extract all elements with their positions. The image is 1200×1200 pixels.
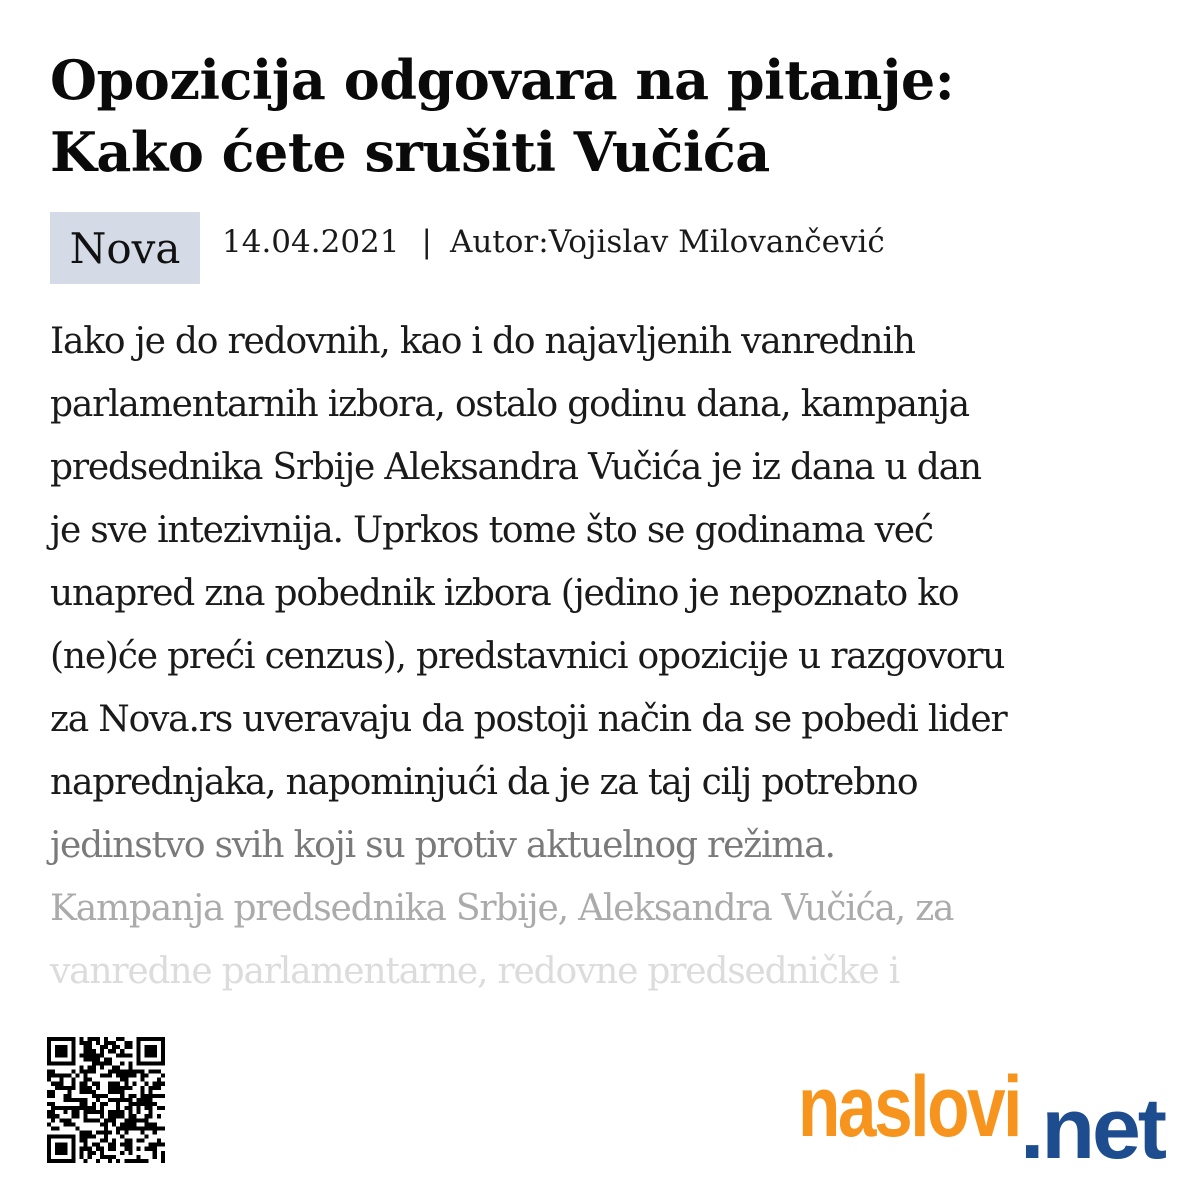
headline-line-1: Opozicija odgovara na pitanje:: [50, 48, 955, 112]
body-line: unapred zna pobednik izbora (jedino je nepoznato ko: [50, 573, 959, 614]
body-line: vanredne parlamentarne, redovne predsedničke i: [50, 951, 899, 992]
body-line: za Nova.rs uveravaju da postoji način da se pobedi lider: [50, 699, 1007, 740]
logo-part-net: .net: [1020, 1081, 1167, 1177]
body-line: Iako je do redovnih, kao i do najavljenih vanrednih: [50, 321, 915, 362]
body-line: naprednjaka, napominjući da je za taj cilj potrebno: [50, 762, 918, 803]
article-headline: [50, 44, 1160, 188]
body-line: jedinstvo svih koji su protiv aktuelnog režima.: [50, 825, 835, 866]
logo-part-naslovi: naslovi: [798, 1059, 1020, 1155]
source-badge[interactable]: Nova: [50, 212, 200, 284]
body-line: Kampanja predsednika Srbije, Aleksandra Vučića, za: [50, 888, 954, 929]
article-meta: [50, 212, 885, 284]
author-name: Autor:Vojislav Milovančević: [449, 224, 885, 260]
naslovi-net-logo[interactable]: [798, 1058, 1170, 1178]
body-line: je sve intezivnija. Uprkos tome što se godinama već: [50, 510, 933, 551]
meta-separator: |: [421, 224, 432, 260]
article-body: [50, 310, 1160, 1003]
qr-code-icon: [47, 1037, 165, 1163]
publish-date: 14.04.2021: [222, 224, 400, 260]
body-line: (ne)će preći cenzus), predstavnici opozicije u razgovoru: [50, 636, 1005, 677]
body-line: predsednika Srbije Aleksandra Vučića je iz dana u dan: [50, 447, 981, 488]
headline-line-2: Kako ćete srušiti Vučića: [50, 120, 770, 184]
body-line: parlamentarnih izbora, ostalo godinu dana, kampanja: [50, 384, 969, 425]
